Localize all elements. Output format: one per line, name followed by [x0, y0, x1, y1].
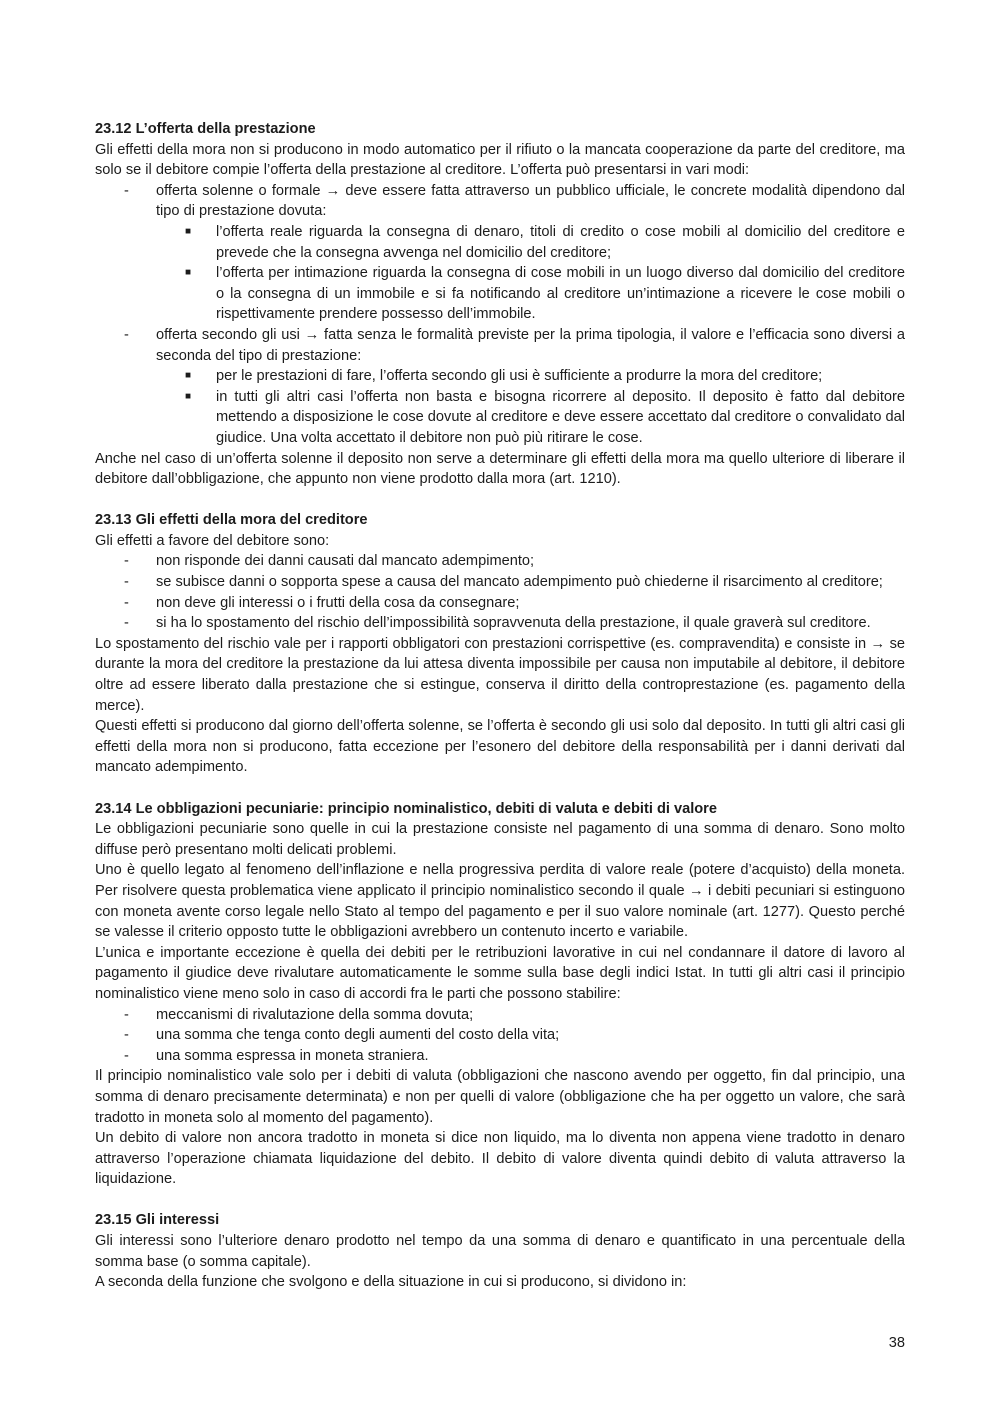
- paragraph: Il principio nominalistico vale solo per i debiti di valuta (obbligazioni che nascono avendo per oggetto, fin dal principio, una somma di denaro precisamente determinata) e non per quelli di valore (obbligazione che ha per oggetto un valore, che sarà tradotto in moneta solo al momento del pagamento).: [95, 1068, 905, 1126]
- list-item-text: una somma espressa in moneta straniera.: [156, 1047, 429, 1064]
- paragraph: Lo spostamento del rischio vale per i rapporti obbligatori con prestazioni corrispettive (es. compravendita) e consiste in → se durante la mora del creditore la prestazione da lui attesa diventa impossibile per causa non imputabile al debitore, il debitore oltre ad essere liberato dalla prestazione che si estingue, conserva il diritto della controprestazione (es. pagamento della merce).: [95, 635, 905, 714]
- list-item-text: si ha lo spostamento del rischio dell’impossibilità sopravvenuta della prestazione, il quale graverà sul creditore.: [156, 615, 871, 632]
- sub-list-item-text: l’offerta per intimazione riguarda la consegna di cose mobili in un luogo diverso dal domicilio del creditore o la consegna di un immobile e si fa notificando al creditore un’intimazione a ricevere le cose mobili o rispettivamente prendere possesso dell’immobile.: [216, 265, 905, 323]
- dash-list: [95, 551, 905, 633]
- list-item: [95, 1025, 905, 1046]
- list-item: [95, 613, 905, 634]
- section-heading: 23.13 Gli effetti della mora del creditore: [95, 512, 368, 529]
- list-item: [95, 1005, 905, 1026]
- paragraph: Gli interessi sono l’ulteriore denaro prodotto nel tempo da una somma di denaro e quantificato in una percentuale della somma base (o somma capitale).: [95, 1233, 905, 1270]
- section-heading: 23.14 Le obbligazioni pecuniarie: principio nominalistico, debiti di valuta e debiti di valore: [95, 800, 717, 817]
- square-bullet-icon: ■: [185, 225, 192, 237]
- list-item-text: offerta secondo gli usi → fatta senza le formalità previste per la prima tipologia, il valore e l’efficacia sono diversi a seconda del tipo di prestazione:: [156, 326, 905, 364]
- dash-marker: -: [124, 574, 129, 591]
- section-heading: 23.15 Gli interessi: [95, 1212, 220, 1229]
- sub-list-item: [156, 366, 905, 387]
- dash-marker: -: [124, 1027, 129, 1044]
- dash-marker: -: [124, 594, 129, 611]
- dash-marker: -: [124, 1047, 129, 1064]
- list-item-text: se subisce danni o sopporta spese a causa del mancato adempimento può chiederne il risarcimento al creditore;: [156, 574, 883, 591]
- section-23-14: [95, 799, 905, 1190]
- list-item: [95, 593, 905, 614]
- paragraph: Questi effetti si producono dal giorno dell’offerta solenne, se l’offerta è secondo gli usi solo dal deposito. In tutti gli altri casi gli effetti della mora non si producono, fatta eccezione per l’esonero del debitore della responsabilità per i danni derivati dal mancato adempimento.: [95, 718, 905, 776]
- paragraph: Le obbligazioni pecuniarie sono quelle in cui la prestazione consiste nel pagamento di una somma di denaro. Sono molto diffuse però presentano molti delicati problemi.: [95, 821, 905, 858]
- square-list: [156, 222, 905, 325]
- section-23-12: [95, 119, 905, 490]
- list-item: [95, 325, 905, 449]
- section-heading: 23.12 L’offerta della prestazione: [95, 121, 316, 137]
- list-item-text: offerta solenne o formale → deve essere fatta attraverso un pubblico ufficiale, le concrete modalità dipendono dal tipo di prestazione dovuta:: [156, 182, 905, 220]
- square-bullet-icon: ■: [185, 390, 192, 402]
- sub-list-item-text: per le prestazioni di fare, l’offerta secondo gli usi è sufficiente a produrre la mora del creditore;: [216, 368, 823, 385]
- square-bullet-icon: ■: [185, 267, 192, 279]
- sub-list-item: [156, 222, 905, 263]
- list-item: [95, 551, 905, 572]
- section-23-15: [95, 1210, 905, 1292]
- dash-marker: -: [124, 615, 129, 632]
- paragraph: Gli effetti a favore del debitore sono:: [95, 532, 330, 549]
- paragraph: L’unica e importante eccezione è quella dei debiti per le retribuzioni lavorative in cui nel condannare il datore di lavoro al pagamento il giudice deve rivalutare automaticamente le somme sulla base degli indici Istat. In tutti gli altri casi il principio nominalistico viene meno solo in caso di accordi fra le parti che possono stabilire:: [95, 944, 905, 1002]
- list-item-text: non risponde dei danni causati dal mancato adempimento;: [156, 553, 535, 570]
- list-item: [95, 181, 905, 325]
- sub-list-item-text: l’offerta reale riguarda la consegna di denaro, titoli di credito o cose mobili al domicilio del creditore e prevede che la consegna avvenga nel domicilio del creditore;: [216, 223, 905, 261]
- dash-marker: -: [124, 182, 129, 199]
- paragraph: Uno è quello legato al fenomeno dell’inflazione e nella progressiva perdita di valore reale (potere d’acquisto) della moneta. Per risolvere questa problematica viene applicato il principio nominalistico secondo il quale → i debiti pecuniari si estinguono con moneta avente corso legale nello Stato al tempo del pagamento e per il suo valore nominale (art. 1277). Questo perché se valesse il criterio opposto tutte le obbligazioni avrebbero un contenuto incerto e variabile.: [95, 862, 905, 941]
- paragraph: Un debito di valore non ancora tradotto in moneta si dice non liquido, ma lo diventa non appena viene tradotto in denaro attraverso l’operazione chiamata liquidazione del debito. Il debito di valore diventa quindi debito di valuta attraverso la liquidazione.: [95, 1130, 905, 1188]
- square-bullet-icon: ■: [185, 370, 192, 382]
- dash-marker: -: [124, 326, 129, 343]
- list-item: [95, 1046, 905, 1067]
- dash-marker: -: [124, 1006, 129, 1023]
- paragraph: A seconda della funzione che svolgono e della situazione in cui si producono, si dividono in:: [95, 1274, 687, 1291]
- list-item-text: non deve gli interessi o i frutti della cosa da consegnare;: [156, 594, 520, 611]
- paragraph: Gli effetti della mora non si producono in modo automatico per il rifiuto o la mancata cooperazione da parte del creditore, ma solo se il debitore compie l’offerta della prestazione al creditore. L’offerta può presentarsi in vari modi:: [95, 141, 905, 179]
- sub-list-item-text: in tutti gli altri casi l’offerta non basta e bisogna ricorrere al deposito. Il deposito è fatto dal debitore mettendo a disposizione le cose dovute al creditore e deve essere accettato dal creditore o convalidato dal giudice. Una volta accettato il debitore non può più ritirare le cose.: [216, 388, 905, 446]
- section-23-13: [95, 510, 905, 778]
- dash-list: [95, 1005, 905, 1067]
- sub-list-item: [156, 387, 905, 449]
- dash-marker: -: [124, 553, 129, 570]
- document-page: [95, 119, 905, 1313]
- sub-list-item: [156, 263, 905, 325]
- list-item-text: una somma che tenga conto degli aumenti del costo della vita;: [156, 1027, 560, 1044]
- paragraph: Anche nel caso di un’offerta solenne il deposito non serve a determinare gli effetti della mora ma quello ulteriore di liberare il debitore dall’obbligazione, che appunto non viene prodotto dalla mora (art. 1210).: [95, 450, 905, 488]
- list-item-text: meccanismi di rivalutazione della somma dovuta;: [156, 1006, 474, 1023]
- list-item: [95, 572, 905, 593]
- dash-list: [95, 181, 905, 449]
- page-number: 38: [888, 1335, 905, 1351]
- square-list: [156, 366, 905, 448]
